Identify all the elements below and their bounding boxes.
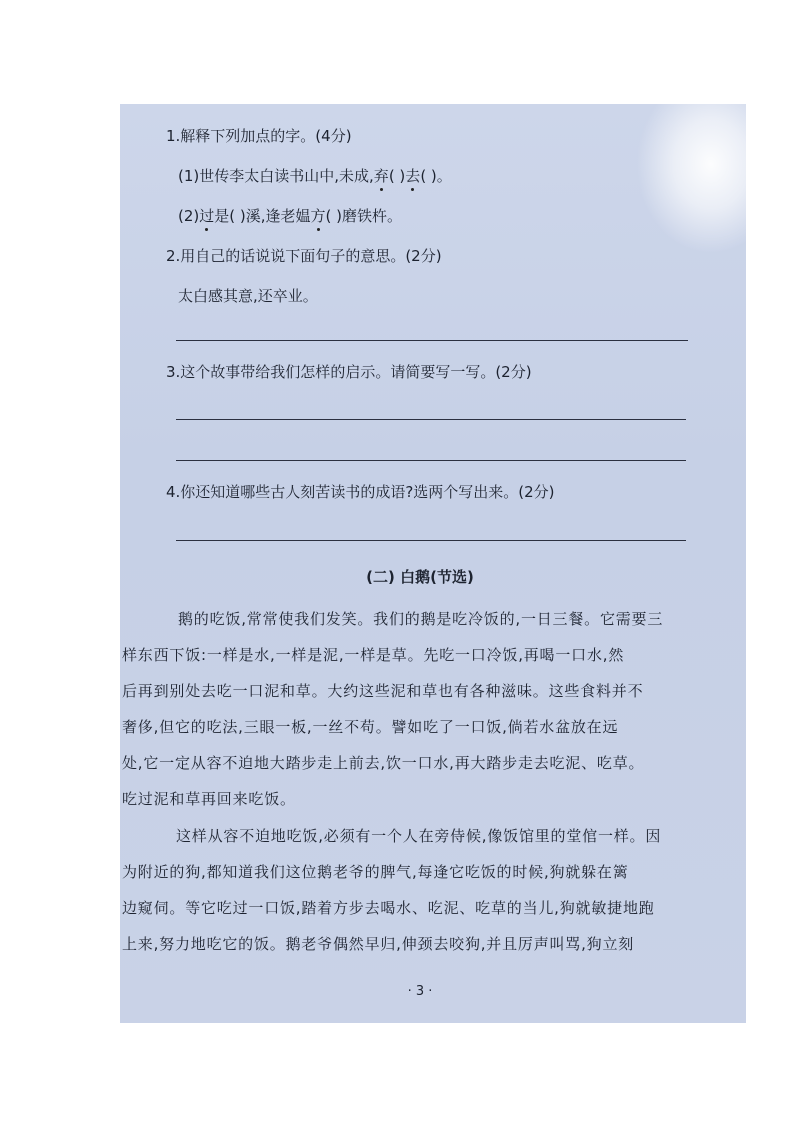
answer-line-q2[interactable] bbox=[176, 340, 688, 341]
answer-blank-2[interactable]: ( )。 bbox=[420, 167, 452, 185]
answer-blank-4[interactable]: ( )磨铁杵。 bbox=[325, 207, 403, 225]
answer-line-q3-1[interactable] bbox=[176, 419, 686, 420]
q1-line1-prefix: (1)世传李太白读书山中,未成, bbox=[178, 167, 374, 185]
passage-line-6: 吃过泥和草再回来吃饭。 bbox=[122, 790, 296, 808]
passage-line-5: 处,它一定从容不迫地大踏步走上前去,饮一口水,再大踏步走去吃泥、吃草。 bbox=[122, 754, 645, 772]
question-4-title: 4.你还知道哪些古人刻苦读书的成语?选两个写出来。(2分) bbox=[166, 483, 555, 501]
passage-line-4: 奢侈,但它的吃法,三眼一板,一丝不苟。譬如吃了一口饭,倘若水盆放在远 bbox=[122, 718, 619, 736]
question-2-sentence: 太白感其意,还卒业。 bbox=[178, 287, 318, 305]
passage-line-1: 鹅的吃饭,常常使我们发笑。我们的鹅是吃冷饭的,一日三餐。它需要三 bbox=[178, 610, 664, 628]
answer-blank-3[interactable]: 是( )溪,逢老媪 bbox=[214, 207, 311, 225]
question-1-line-2 bbox=[178, 206, 402, 226]
q1-line2-prefix: (2) bbox=[178, 207, 200, 225]
question-1-title: 1.解释下列加点的字。(4分) bbox=[166, 127, 352, 145]
passage-line-2: 样东西下饭:一样是水,一样是泥,一样是草。先吃一口冷饭,再喝一口水,然 bbox=[122, 646, 625, 664]
question-2-title: 2.用自己的话说说下面句子的意思。(2分) bbox=[166, 247, 442, 265]
dotted-char-guo: 过 bbox=[199, 207, 215, 225]
light-glare bbox=[636, 104, 746, 254]
passage-line-10: 上来,努力地吃它的饭。鹅老爷偶然早归,伸颈去咬狗,并且厉声叫骂,狗立刻 bbox=[122, 935, 635, 953]
passage-line-7: 这样从容不迫地吃饭,必须有一个人在旁侍候,像饭馆里的堂倌一样。因 bbox=[176, 827, 662, 845]
question-3-title: 3.这个故事带给我们怎样的启示。请简要写一写。(2分) bbox=[166, 363, 532, 381]
dotted-char-fang: 方 bbox=[310, 207, 326, 225]
question-1-line-1 bbox=[178, 166, 452, 186]
exam-sheet bbox=[120, 104, 746, 1023]
dotted-char-qu: 去 bbox=[405, 167, 421, 185]
page-number: · 3 · bbox=[407, 984, 433, 999]
passage-line-9: 边窥伺。等它吃过一口饭,踏着方步去喝水、吃泥、吃草的当儿,狗就敏捷地跑 bbox=[122, 899, 655, 917]
dotted-char-qi: 弃 bbox=[373, 167, 389, 185]
passage-line-3: 后再到别处去吃一口泥和草。大约这些泥和草也有各种滋味。这些食料并不 bbox=[122, 682, 644, 700]
answer-line-q4[interactable] bbox=[176, 540, 686, 541]
answer-line-q3-2[interactable] bbox=[176, 460, 686, 461]
answer-blank-1[interactable]: ( ) bbox=[388, 167, 406, 185]
section-heading: (二) 白鹅(节选) bbox=[366, 568, 474, 586]
passage-line-8: 为附近的狗,都知道我们这位鹅老爷的脾气,每逢它吃饭的时候,狗就躲在篱 bbox=[122, 863, 629, 881]
